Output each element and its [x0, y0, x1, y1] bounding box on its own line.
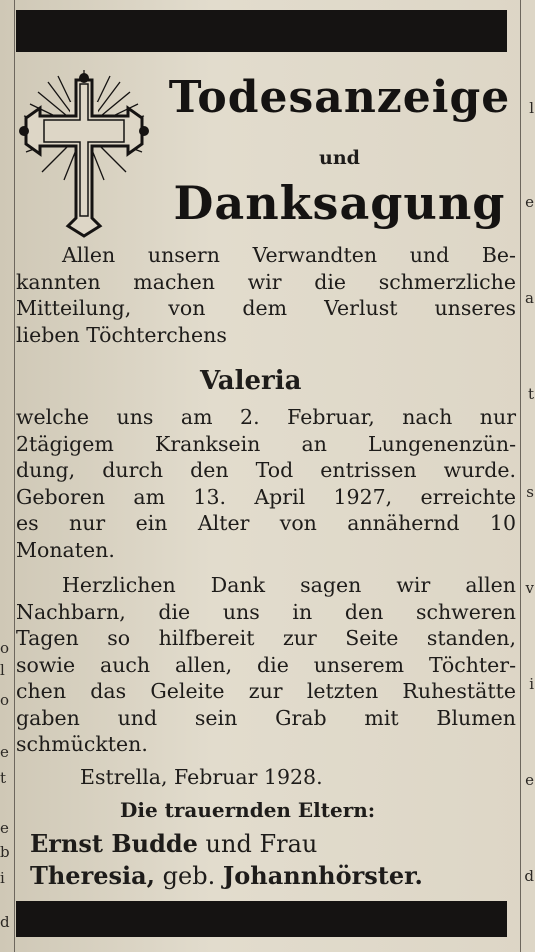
father-name: Ernst Budde	[30, 829, 198, 858]
signature-mother	[30, 861, 423, 891]
intro-paragraph	[16, 242, 516, 348]
margin-fragment: l	[529, 99, 534, 117]
death-paragraph	[16, 404, 516, 563]
text-line: kannten machen wir die schmerzliche	[16, 269, 516, 294]
radiant-cross-icon	[18, 68, 150, 238]
text-line: welche uns am 2. Februar, nach nur	[16, 405, 516, 429]
margin-fragment: d	[524, 867, 534, 885]
text-line: gaben und sein Grab mit Blumen	[16, 705, 516, 730]
heading-connector: und	[319, 147, 360, 169]
mourning-bar-bottom	[16, 901, 507, 937]
margin-fragment: d	[0, 913, 10, 931]
margin-fragment: e	[525, 193, 534, 211]
margin-fragment: v	[525, 579, 534, 597]
margin-fragment: t	[0, 769, 7, 787]
signature-father	[30, 829, 317, 859]
margin-fragment: l	[0, 661, 5, 679]
parents-heading: Die trauernden Eltern:	[120, 798, 376, 822]
heading-death-notice: Todesanzeige	[168, 72, 511, 123]
text-line: Mitteilung, von dem Verlust unseres	[16, 296, 516, 320]
text-line: es nur ein Alter von annähernd 10	[16, 511, 516, 535]
margin-fragment: e	[0, 743, 9, 761]
margin-fragment: o	[0, 691, 10, 709]
adjacent-column-right	[520, 0, 535, 952]
adjacent-column-left	[0, 0, 15, 952]
text-line: Allen unsern Verwandten und Be-	[62, 243, 516, 267]
text-line: Tagen so hilfbereit zur Seite standen,	[16, 626, 516, 650]
heading-thanks: Danksagung	[173, 176, 506, 230]
text-line: schmückten.	[16, 732, 148, 756]
mourning-bar-top	[16, 10, 507, 52]
text-line: dung, durch den Tod entrissen wurde.	[16, 458, 516, 482]
margin-fragment: a	[525, 289, 534, 307]
margin-fragment: b	[0, 843, 10, 861]
text-line: Monaten.	[16, 537, 115, 562]
margin-fragment: s	[526, 483, 534, 501]
thanks-paragraph	[16, 572, 516, 758]
margin-fragment: o	[0, 639, 10, 657]
nee-abbreviation: geb.	[162, 862, 216, 890]
mother-maiden-name: Johannhörster.	[222, 861, 423, 890]
deceased-name: Valeria	[200, 366, 302, 396]
mother-first-name: Theresia,	[30, 861, 156, 890]
text-line: lieben Töchterchens	[16, 322, 227, 347]
signature-connector: und Frau	[205, 830, 318, 858]
text-line: sowie auch allen, die unserem Töchter-	[16, 652, 516, 677]
margin-fragment: t	[527, 385, 534, 403]
text-line: Nachbarn, die uns in den schweren	[16, 599, 516, 624]
margin-fragment: i	[529, 675, 534, 693]
text-line: 2tägigem Kranksein an Lungenenzün-	[16, 431, 516, 456]
text-line: Herzlichen Dank sagen wir allen	[62, 573, 516, 597]
margin-fragment: e	[525, 771, 534, 789]
text-line: Geboren am 13. April 1927, erreichte	[16, 484, 516, 509]
place-and-date: Estrella, Februar 1928.	[80, 765, 323, 789]
margin-fragment: e	[0, 819, 9, 837]
text-line: chen das Geleite zur letzten Ruhestätte	[16, 679, 516, 703]
margin-fragment: i	[0, 869, 5, 887]
